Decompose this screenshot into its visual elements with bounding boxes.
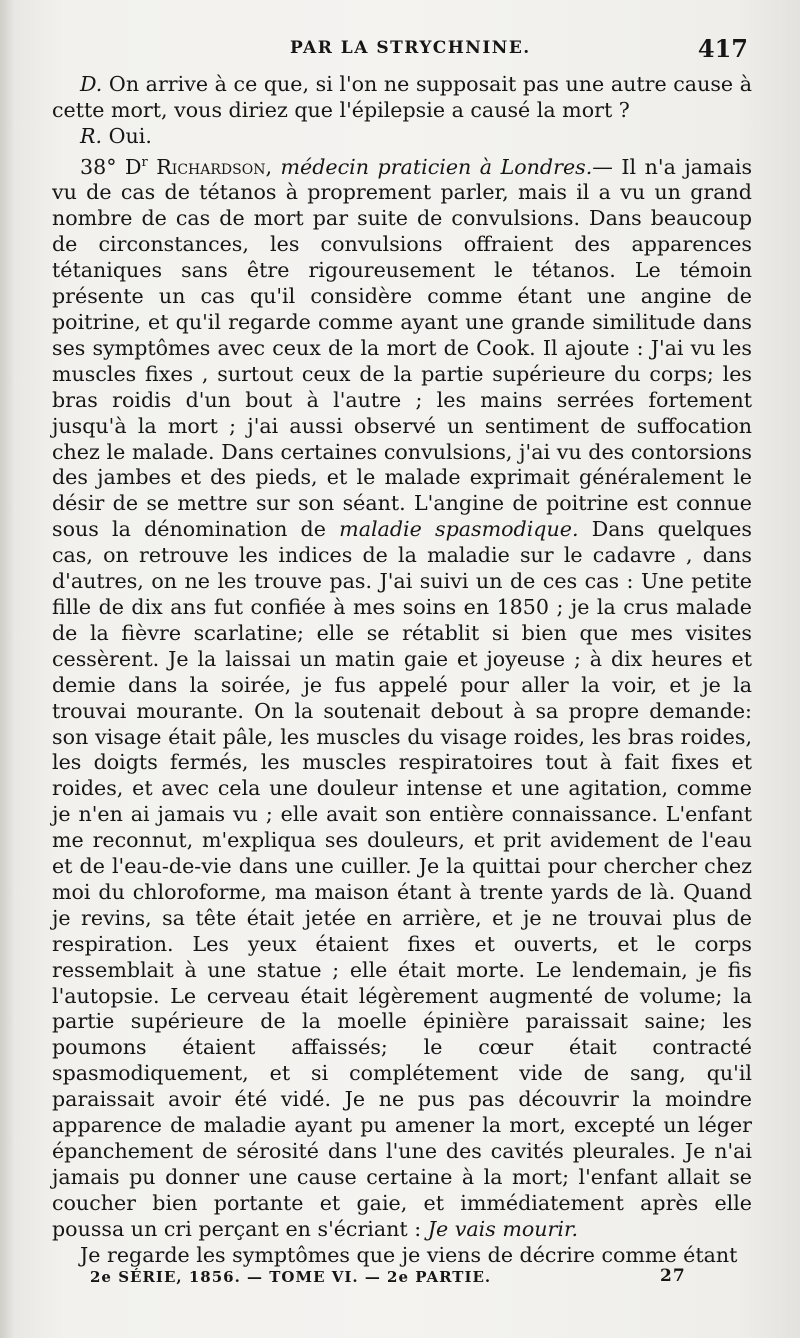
series-line: 2e SÉRIE, 1856. — TOME VI. — 2e PARTIE. bbox=[90, 1268, 492, 1286]
question-text: On arrive à ce que, si l'on ne supposait pas une autre cause à cette mort, vous diriez que l'épilepsie a causé la mort ? bbox=[52, 72, 752, 122]
question-label: D. bbox=[80, 72, 103, 96]
signature-mark: 27 bbox=[660, 1266, 686, 1286]
answer-label: R. bbox=[80, 123, 103, 148]
running-head: PAR LA STRYCHNINE. bbox=[290, 38, 531, 58]
page-body bbox=[52, 72, 752, 1269]
page-number: 417 bbox=[697, 34, 748, 63]
answer-text: Oui. bbox=[102, 123, 152, 148]
testimony-paragraph bbox=[52, 150, 752, 1243]
closing-text: Je regarde les symptômes que je viens de décrire comme étant bbox=[80, 1242, 738, 1267]
page-footer bbox=[90, 1268, 690, 1286]
spine-shadow bbox=[0, 0, 14, 1338]
witness-title-sup: r bbox=[141, 154, 148, 170]
testimony-text-1: — Il n'a jamais vu de cas de tétanos à proprement parler, mais il a vu un grand nombre de cas de mort par suite de convulsions. Dans beaucoup de circonstances, les convulsions offraient des apparences tétaniques sans être rigoureusement le tétanos. Le témoin présente un cas qu'il considère comme étant une angine de poitrine, et qu'il regarde comme ayant une grande similitude dans ses symptômes avec ceux de la mort de Cook. Il ajoute : J'ai vu les muscles fixes , surtout ceux de la partie supérieure du corps; les bras roidis d'un bout à l'autre ; les mains serrées fortement jusqu'à la mort ; j'ai aussi observé un sentiment de suffocation chez le malade. Dans certaines convulsions, j'ai vu des contorsions des jambes et des pieds, et le malade exprimait généralement le désir de se mettre sur son séant. L'angine de poitrine est connue sous la dénomination de bbox=[52, 154, 753, 542]
question-paragraph bbox=[52, 72, 752, 124]
closing-paragraph bbox=[52, 1243, 752, 1269]
testimony-text-2: Dans quelques cas, on retrouve les indices de la maladie sur le cadavre , dans d'autres, on ne les trouve pas. J'ai suivi un de ces cas : Une petite fille de dix ans fut confiée à mes soins en 1850 ; je la crus malade de la fièvre scarlatine; elle se rétablit si bien que mes visites cessèrent. Je la laissai un matin gaie et joyeuse ; à dix heures et demie dans la soirée, je fus appelé pour aller la voir, et je la trouvai mourante. On la soutenait debout à sa propre demande: son visage était pâle, les muscles du visage roides, les bras roides, les doigts fermés, les muscles respiratoires tout à fait fixes et roides, et avec cela une douleur intense et une agitation, comme je n'en ai jamais vu ; elle avait son entière connaissance. L'enfant me reconnut, m'expliqua ses douleurs, et prit avidement de l'eau et de l'eau-de-vie dans une cuiller. Je la quittai pour chercher chez moi du chloroforme, ma maison étant à trente yards de là. Quand je revins, sa tête était jetée en arrière, et je ne trouvai plus de respiration. Les yeux étaient fixes et ouverts, et le corps ressemblait à une statue ; elle était morte. Le lendemain, je fis l'autopsie. Le cerveau était légèrement augmenté de volume; la partie supérieure de la moelle épinière paraissait saine; les poumons étaient affaissés; le cœur était contracté spasmodiquement, et si complétement vide de sang, qu'il paraissait avoir été vidé. Je ne pus pas découvrir la moindre apparence de maladie ayant pu amener la mort, excepté un léger épanchement de sérosité dans l'une des cavités pleurales. Je n'ai jamais pu donner une cause certaine à la mort; l'enfant allait se coucher bien portante et gaie, et immédiatement après elle poussa un cri perçant en s'écriant : bbox=[52, 517, 752, 1241]
disease-term: maladie spasmodique. bbox=[325, 517, 579, 542]
answer-paragraph bbox=[52, 124, 752, 150]
witness-name: Richardson, bbox=[147, 154, 272, 179]
witness-role: médecin praticien à Londres. bbox=[272, 154, 593, 179]
quote: Je vais mourir. bbox=[421, 1216, 579, 1241]
witness-number: 38° D bbox=[80, 154, 142, 179]
